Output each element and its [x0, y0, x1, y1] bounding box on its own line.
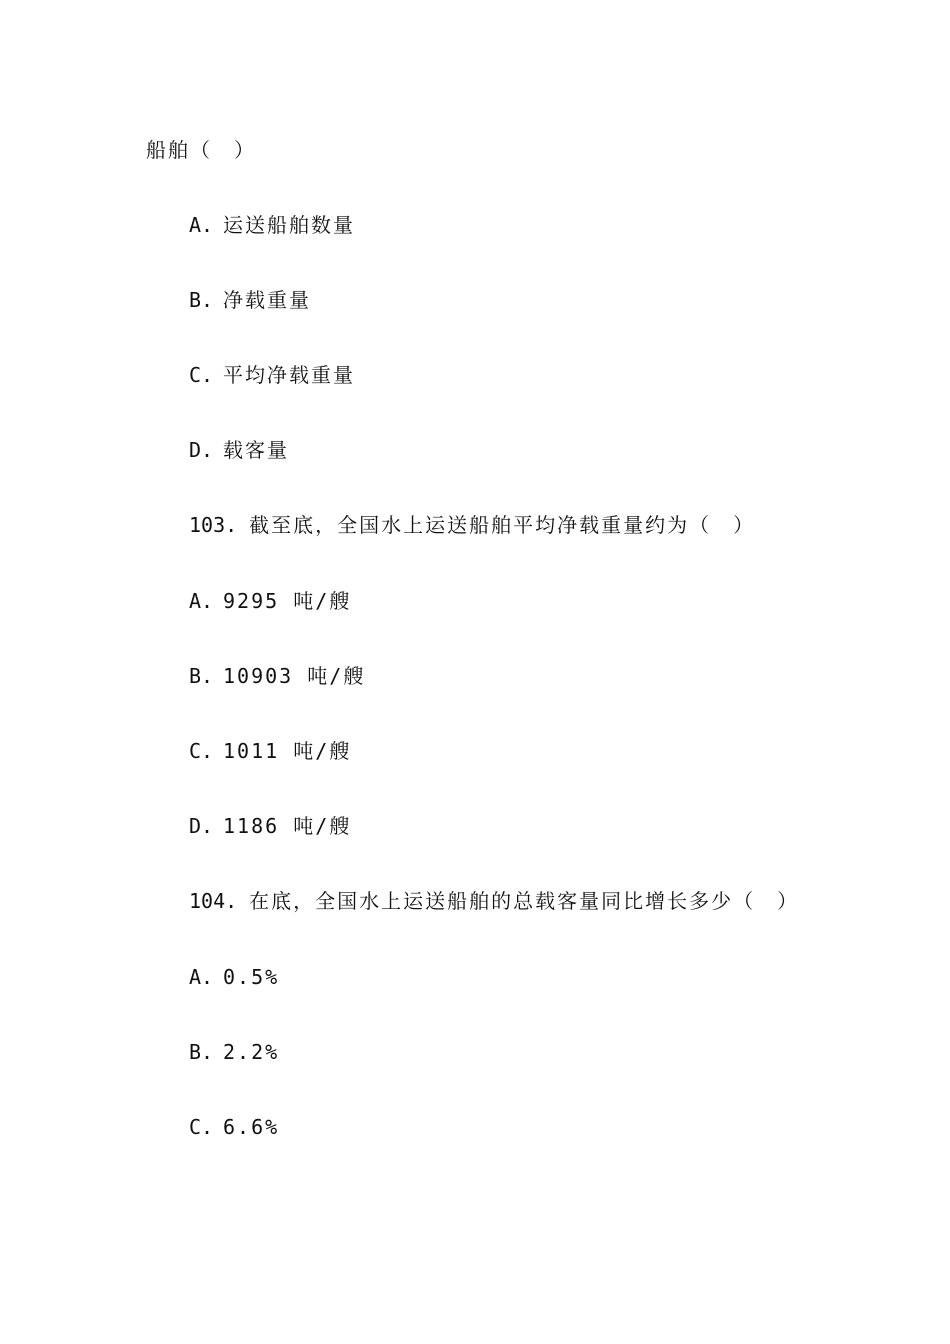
option-text: 9295 吨/艘 — [223, 589, 352, 613]
option-label: D. — [189, 814, 214, 838]
option-text: 1011 吨/艘 — [223, 739, 352, 763]
option-label: C. — [189, 363, 214, 387]
option-b — [189, 1038, 279, 1066]
option-label: B. — [189, 288, 214, 312]
option-a — [189, 587, 351, 615]
question-number: 103. — [189, 513, 238, 537]
option-text: 净载重量 — [223, 288, 311, 312]
option-text: 6.6% — [223, 1115, 280, 1139]
option-text: 0.5% — [223, 965, 280, 989]
option-d — [189, 436, 289, 464]
option-d — [189, 812, 351, 840]
option-text: 1186 吨/艘 — [223, 814, 352, 838]
question-text: 在底，全国水上运送船舶的总载客量同比增长多少（ ） — [249, 889, 800, 913]
option-label: D. — [189, 438, 214, 462]
option-label: C. — [189, 739, 214, 763]
question-104 — [189, 887, 799, 915]
option-label: A. — [189, 589, 214, 613]
option-text: 运送船舶数量 — [223, 213, 355, 237]
question-103 — [189, 511, 755, 539]
option-text: 2.2% — [223, 1040, 280, 1064]
option-label: A. — [189, 213, 214, 237]
option-label: A. — [189, 965, 214, 989]
option-a — [189, 211, 355, 239]
option-label: B. — [189, 664, 214, 688]
option-b — [189, 286, 311, 314]
option-b — [189, 662, 365, 690]
question-text: 截至底，全国水上运送船舶平均净载重量约为（ ） — [249, 513, 756, 537]
option-a — [189, 963, 279, 991]
option-text: 平均净载重量 — [223, 363, 355, 387]
question-number: 104. — [189, 889, 238, 913]
option-label: C. — [189, 1115, 214, 1139]
option-text: 载客量 — [223, 438, 289, 462]
question-continuation: 船舶（ ） — [146, 138, 256, 162]
option-text: 10903 吨/艘 — [223, 664, 366, 688]
option-c — [189, 1113, 279, 1141]
option-label: B. — [189, 1040, 214, 1064]
option-c — [189, 737, 351, 765]
option-c — [189, 361, 355, 389]
